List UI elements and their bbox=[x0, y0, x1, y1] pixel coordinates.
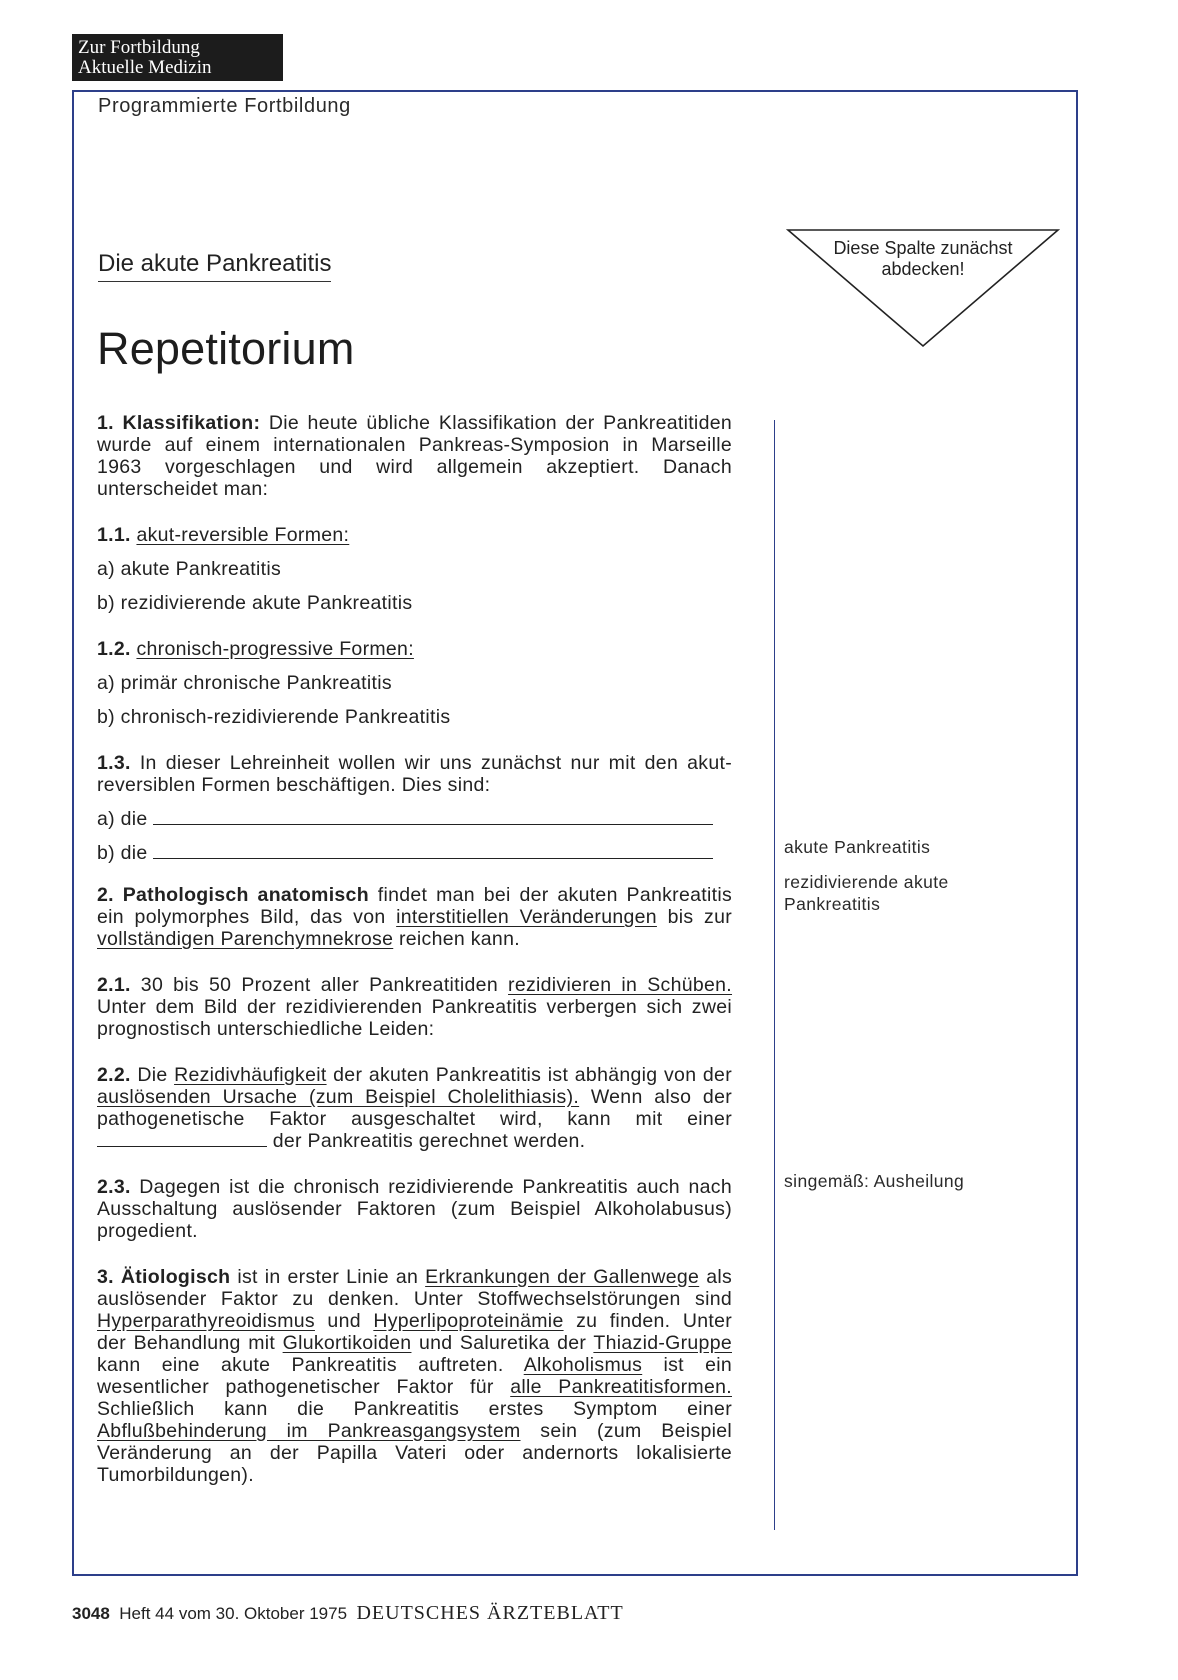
section-2-2 bbox=[97, 1064, 732, 1152]
section-1-1 bbox=[97, 524, 732, 546]
section-text: 30 bis 50 Prozent aller Pankreatitiden bbox=[140, 974, 498, 996]
header-tag-line-1: Zur Fortbildung bbox=[78, 37, 200, 58]
section-text: Die bbox=[137, 1064, 168, 1086]
section-number: 2.2. bbox=[97, 1064, 131, 1086]
section-text: Unter dem Bild der rezidivierenden Pankreatitis verbergen sich zwei prognostisch unterschiedliche Leiden: bbox=[97, 996, 732, 1040]
underlined-term: auslösenden Ursache (zum Beispiel Cholelithiasis). bbox=[97, 1086, 580, 1108]
fill-in-label: b) die bbox=[97, 842, 148, 864]
section-2-3 bbox=[97, 1176, 732, 1242]
underlined-term: alle Pankreatitisformen. bbox=[510, 1376, 732, 1398]
section-number: 1.3. bbox=[97, 752, 131, 774]
list-item: b) rezidivierende akute Pankreatitis bbox=[97, 592, 413, 614]
underlined-term: Erkrankungen der Gallenwege bbox=[425, 1266, 700, 1288]
list-item: a) primär chronische Pankreatitis bbox=[97, 672, 392, 694]
underlined-term: Abflußbehinderung im Pankreasgangsystem bbox=[97, 1420, 521, 1442]
answer-3: singemäß: Ausheilung bbox=[784, 1171, 965, 1191]
answer-1: akute Pankreatitis bbox=[784, 837, 931, 857]
section-number: 1.2. bbox=[97, 638, 131, 660]
section-text: bis zur bbox=[667, 906, 733, 928]
cover-hint bbox=[786, 228, 1060, 350]
underlined-term: Alkoholismus bbox=[523, 1354, 643, 1376]
section-text: findet man bei der akuten Pankreatitis ein polymorphes Bild, das von bbox=[97, 884, 733, 928]
fill-in-item-b bbox=[97, 842, 732, 864]
section-2 bbox=[97, 884, 732, 950]
section-2-1 bbox=[97, 974, 732, 1040]
section-number: 1. bbox=[97, 412, 114, 434]
underlined-term: Rezidivhäufigkeit bbox=[174, 1064, 327, 1086]
section-text: Die heute übliche Klassifikation der Pankreatitiden wurde auf einem internationalen Pankreas-Symposion in Marseille 1963 vorgeschlagen und wird allgemein akzeptiert. Danach unterscheidet man: bbox=[97, 412, 733, 500]
section-text: der akuten Pankreatitis ist abhängig von der bbox=[333, 1064, 732, 1086]
section-number: 2. bbox=[97, 884, 114, 906]
section-text: und Saluretika der bbox=[418, 1332, 587, 1354]
section-number: 3. bbox=[97, 1266, 114, 1288]
page-title: Repetitorium bbox=[97, 323, 355, 374]
section-text: ist in erster Linie an bbox=[237, 1266, 419, 1288]
page-subtitle: Die akute Pankreatitis bbox=[98, 250, 331, 282]
section-number: 1.1. bbox=[97, 524, 131, 546]
section-heading: Pathologisch anatomisch bbox=[122, 884, 369, 906]
cover-hint-line-2: abdecken! bbox=[881, 259, 965, 279]
section-1 bbox=[97, 412, 732, 500]
underlined-term: Hyperparathyreoidismus bbox=[97, 1310, 315, 1332]
section-text: kann eine akute Pankreatitis auftreten. bbox=[97, 1354, 504, 1376]
section-text: der Pankreatitis gerechnet werden. bbox=[272, 1130, 586, 1152]
section-label: Programmierte Fortbildung bbox=[98, 95, 351, 117]
section-heading: chronisch-progressive Formen: bbox=[136, 638, 414, 660]
fill-in-blank bbox=[153, 810, 713, 825]
fill-in-label: a) die bbox=[97, 808, 148, 830]
issue-info: Heft 44 vom 30. Oktober 1975 bbox=[119, 1604, 348, 1623]
section-1-3 bbox=[97, 752, 732, 796]
section-text: reichen kann. bbox=[398, 928, 520, 950]
section-text: zu finden. Unter der Behandlung mit bbox=[97, 1310, 733, 1354]
section-number: 2.3. bbox=[97, 1176, 131, 1198]
list-item: b) chronisch-rezidivierende Pankreatitis bbox=[97, 706, 451, 728]
page-number: 3048 bbox=[72, 1604, 110, 1623]
section-text: In dieser Lehreinheit wollen wir uns zunächst nur mit den akut-reversiblen Formen beschäftigen. Dies sind: bbox=[97, 752, 733, 796]
section-heading: akut-reversible Formen: bbox=[136, 524, 350, 546]
answer-2: rezidivierende akute Pankreatitis bbox=[784, 872, 949, 914]
header-tag-line-2: Aktuelle Medizin bbox=[78, 57, 212, 78]
journal-name: DEUTSCHES ÄRZTEBLATT bbox=[356, 1602, 624, 1624]
section-text: sein (zum Beispiel Veränderung an der Papilla Vateri oder andernorts lokalisierte Tumorbildungen). bbox=[97, 1420, 732, 1486]
section-text: Dagegen ist die chronisch rezidivierende Pankreatitis auch nach Ausschaltung auslösender Faktoren (zum Beispiel Alkoholabusus) progedient. bbox=[97, 1176, 732, 1242]
list-item: a) akute Pankreatitis bbox=[97, 558, 282, 580]
underlined-term: Hyperlipoproteinämie bbox=[373, 1310, 564, 1332]
column-divider bbox=[774, 420, 775, 1530]
section-heading: Ätiologisch bbox=[120, 1266, 231, 1288]
cover-hint-line-1: Diese Spalte zunächst bbox=[833, 238, 1013, 258]
section-number: 2.1. bbox=[97, 974, 131, 996]
section-heading: Klassifikation: bbox=[122, 412, 261, 434]
header-tag bbox=[72, 34, 283, 81]
section-3 bbox=[97, 1266, 732, 1486]
main-content bbox=[97, 412, 732, 1486]
section-text: ist ein wesentlicher pathogenetischer Faktor für bbox=[97, 1354, 732, 1398]
underlined-term: rezidivieren in Schüben. bbox=[508, 974, 733, 996]
fill-in-blank bbox=[97, 1132, 267, 1147]
fill-in-blank bbox=[153, 844, 713, 859]
section-text: und bbox=[327, 1310, 361, 1332]
underlined-term: vollständigen Parenchymnekrose bbox=[97, 928, 394, 950]
underlined-term: Thiazid-Gruppe bbox=[593, 1332, 732, 1354]
section-1-2 bbox=[97, 638, 732, 660]
page-footer bbox=[72, 1602, 624, 1625]
cover-hint-text bbox=[806, 238, 1040, 280]
section-text: als auslösender Faktor zu denken. Unter Stoffwechselstörungen sind bbox=[97, 1266, 733, 1310]
underlined-term: interstitiellen Veränderungen bbox=[396, 906, 657, 928]
section-text: Wenn also der pathogenetische Faktor ausgeschaltet wird, kann mit einer bbox=[97, 1086, 733, 1130]
fill-in-item-a bbox=[97, 808, 732, 830]
underlined-term: Glukortikoiden bbox=[282, 1332, 412, 1354]
section-text: Schließlich kann die Pankreatitis erstes Symptom einer bbox=[97, 1398, 732, 1420]
